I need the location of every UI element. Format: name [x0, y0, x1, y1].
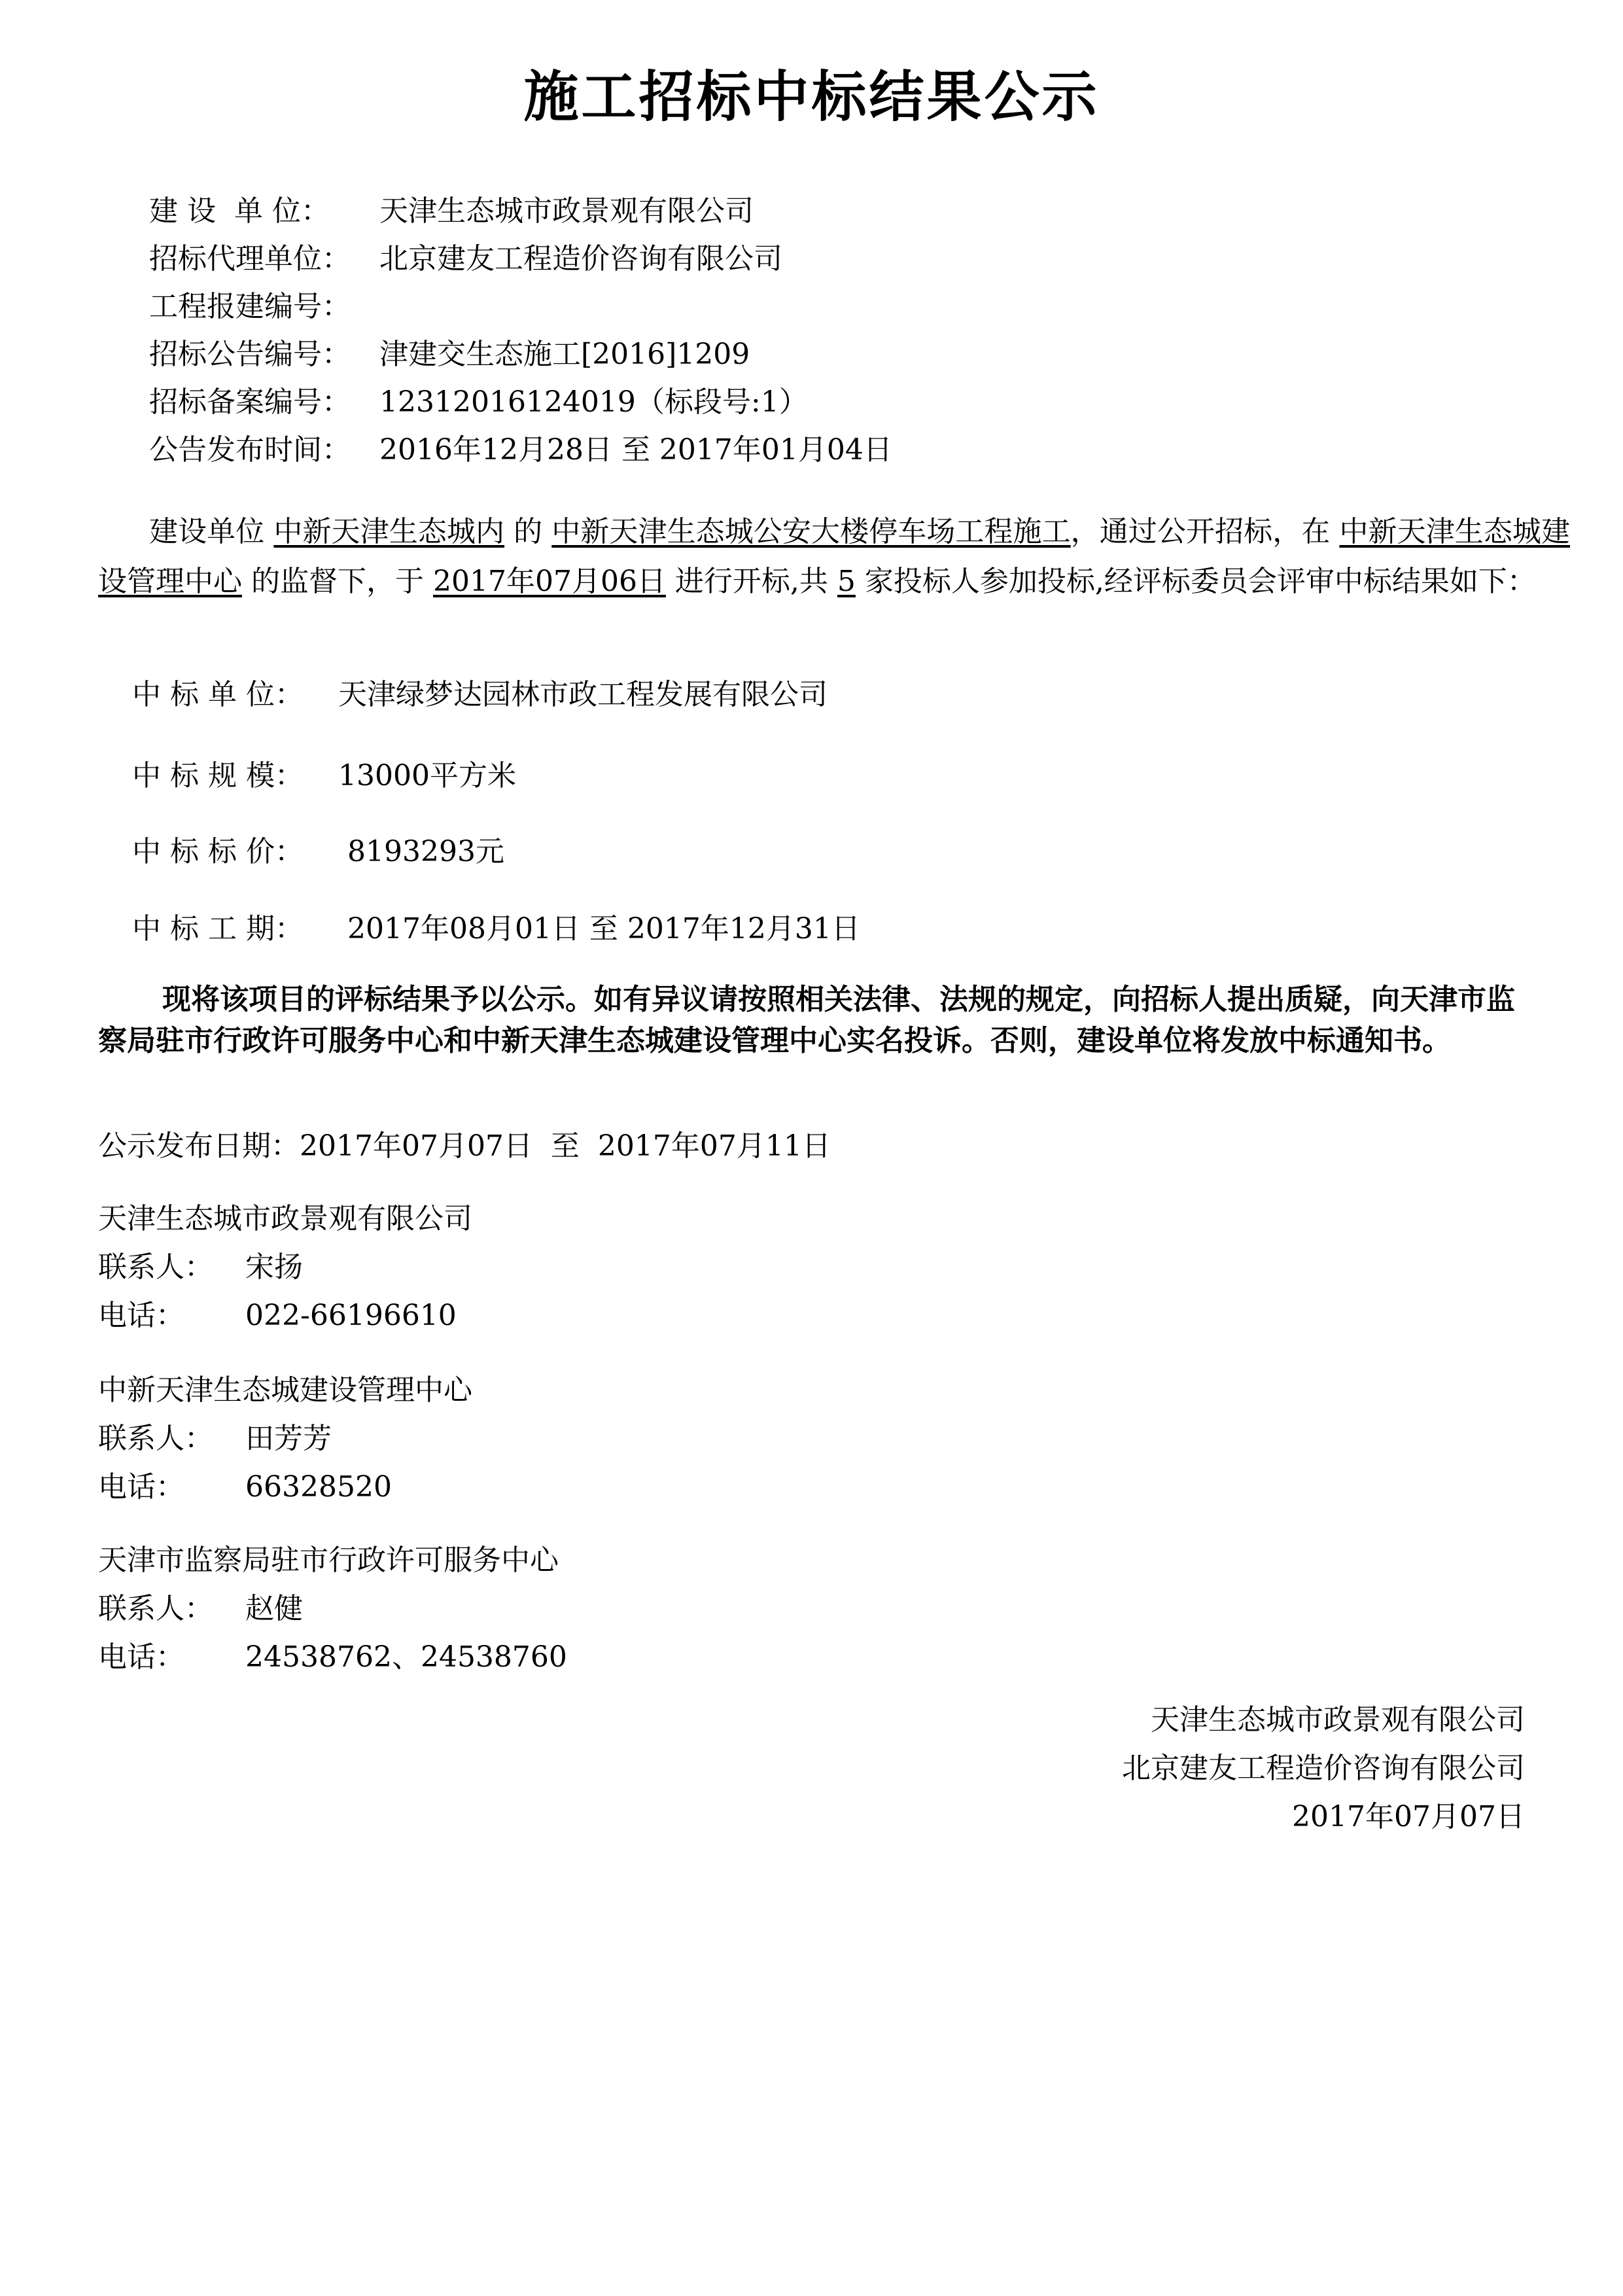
- result-period: [132, 910, 860, 949]
- contact-person: 宋扬: [245, 1250, 303, 1284]
- paragraph-text: 建设单位: [149, 515, 274, 548]
- meta-label: 工程报建编号：: [149, 290, 351, 323]
- contact-block-owner: [98, 1195, 472, 1340]
- meta-row-filing-no: [149, 378, 892, 426]
- opening-date: 2017年07月06日: [432, 565, 666, 598]
- result-scale: [132, 756, 516, 796]
- meta-row-registration-no: [149, 283, 892, 330]
- result-label: 中 标 规 模：: [132, 759, 304, 792]
- meta-label: 招标备案编号：: [149, 385, 351, 419]
- paragraph-text: 的: [504, 515, 552, 548]
- result-label: 中 标 单 位：: [132, 678, 304, 711]
- summary-paragraph: [98, 507, 1570, 607]
- contact-phone-label: 电话：: [98, 1640, 184, 1674]
- paragraph-text: 家投标人参加投标,经评标委员会评审中标结果如下：: [855, 565, 1536, 598]
- result-label: 中 标 标 价：: [132, 835, 304, 868]
- objection-notice: 现将该项目的评标结果予以公示。如有异议请按照相关法律、法规的规定，向招标人提出质疑，向天津市监察局驻市行政许可服务中心和中新天津生态城建设管理中心实名投诉。否则，建设单位将发放中标通知书。: [98, 983, 1515, 1057]
- contact-person-row: [98, 1585, 567, 1633]
- result-value: 13000平方米: [338, 759, 516, 792]
- contact-phone: 66328520: [245, 1470, 392, 1504]
- meta-value: 北京建友工程造价咨询有限公司: [379, 242, 782, 275]
- contact-org: 天津生态城市政景观有限公司: [98, 1202, 472, 1235]
- result-price: [132, 832, 504, 872]
- bidder-count: 5: [837, 565, 856, 598]
- page-title: 施工招标中标结果公示: [523, 65, 1100, 129]
- meta-value: 天津生态城市政景观有限公司: [379, 194, 754, 228]
- contact-block-monitoring: [98, 1536, 567, 1682]
- meta-value: 津建交生态施工[2016]1209: [379, 338, 750, 371]
- publication-period: 公示发布日期：2017年07月07日 至 2017年07月11日: [98, 1129, 831, 1163]
- contact-org: 天津市监察局驻市行政许可服务中心: [98, 1544, 559, 1577]
- signature-date: 2017年07月07日: [1292, 1800, 1525, 1833]
- result-value: 天津绿梦达园林市政工程发展有限公司: [338, 678, 828, 711]
- paragraph-text: 进行开标,共: [665, 565, 837, 598]
- contact-org: 中新天津生态城建设管理中心: [98, 1373, 472, 1407]
- meta-row-publish-time: [149, 426, 892, 474]
- contact-phone-label: 电话：: [98, 1470, 184, 1504]
- contact-phone-row: [98, 1463, 472, 1511]
- meta-value: 12312016124019（标段号:1）: [379, 385, 808, 419]
- meta-value: 2016年12月28日 至 2017年01月04日: [379, 433, 892, 467]
- contact-person-label: 联系人：: [98, 1422, 213, 1455]
- contact-person: 田芳芳: [245, 1422, 332, 1455]
- meta-label: 招标公告编号：: [149, 338, 351, 371]
- meta-row-owner: [149, 187, 892, 235]
- project-name: 中新天津生态城公安大楼停车场工程施工: [551, 515, 1071, 548]
- contact-phone-row: [98, 1292, 472, 1340]
- contact-phone-row: [98, 1633, 567, 1682]
- meta-label: 公告发布时间：: [149, 433, 351, 467]
- contact-phone: 022-66196610: [245, 1299, 457, 1332]
- owner-location: 中新天津生态城内: [273, 515, 505, 548]
- contact-person-label: 联系人：: [98, 1250, 213, 1284]
- contact-block-supervisor: [98, 1366, 472, 1511]
- supervising-body: 中新天津生态城建设管理中心: [98, 515, 1571, 598]
- contact-phone: 24538762、24538760: [245, 1640, 567, 1674]
- meta-label: 建 设 单 位：: [149, 194, 330, 228]
- meta-label: 招标代理单位：: [149, 242, 351, 275]
- contact-person: 赵健: [245, 1592, 303, 1625]
- contact-person-row: [98, 1415, 472, 1463]
- meta-row-announcement-no: [149, 330, 892, 378]
- contact-person-row: [98, 1243, 472, 1292]
- paragraph-text: ，通过公开招标，在: [1070, 515, 1340, 548]
- signature-org: 天津生态城市政景观有限公司: [1151, 1703, 1525, 1737]
- result-value: 2017年08月01日 至 2017年12月31日: [338, 912, 860, 945]
- result-value: 8193293元: [338, 835, 504, 868]
- signature-block: [1122, 1696, 1525, 1841]
- result-winner: [132, 675, 828, 715]
- contact-person-label: 联系人：: [98, 1592, 213, 1625]
- result-label: 中 标 工 期：: [132, 912, 304, 945]
- meta-row-agent: [149, 235, 892, 283]
- project-info: [149, 187, 892, 474]
- signature-org: 北京建友工程造价咨询有限公司: [1122, 1752, 1525, 1785]
- paragraph-text: 的监督下，于: [242, 565, 433, 598]
- contact-phone-label: 电话：: [98, 1299, 184, 1332]
